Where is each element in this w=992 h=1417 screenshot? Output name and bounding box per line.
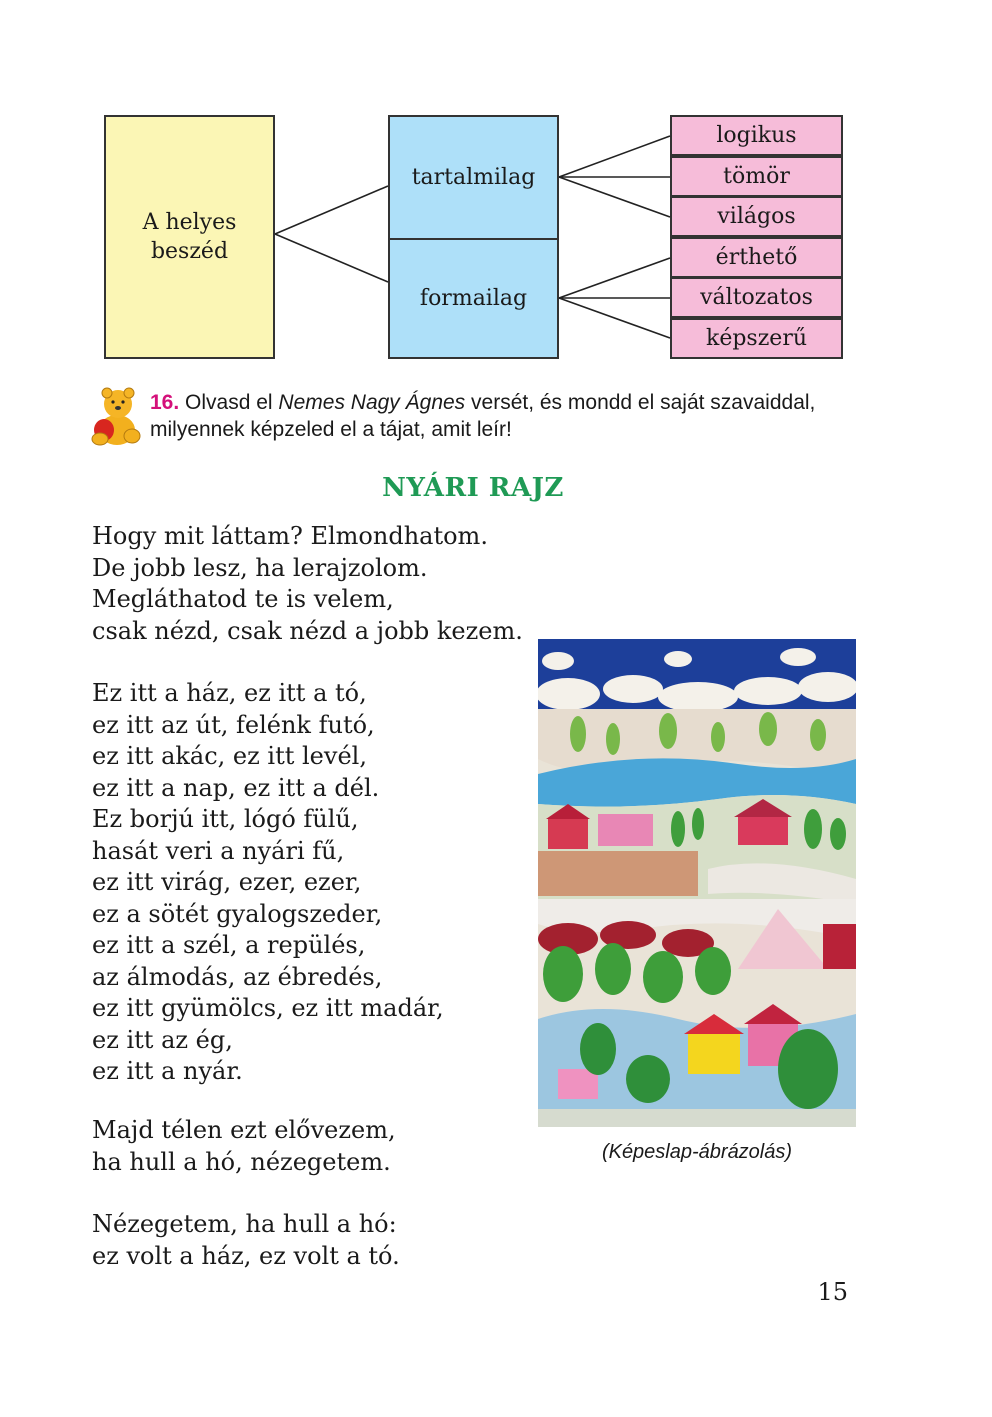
poem-line: csak nézd, csak nézd a jobb kezem. (92, 616, 523, 645)
poem-line: De jobb lesz, ha lerajzolom. (92, 553, 428, 582)
task-instruction (150, 389, 870, 443)
branch-label-formailag: formailag (419, 286, 528, 311)
poem-line: Ez itt a ház, ez itt a tó, (92, 679, 367, 707)
poem-line: ez itt a nap, ez itt a dél. (92, 773, 380, 802)
poem-line: az álmodás, az ébredés, (92, 962, 383, 991)
poem-line: Ez borjú itt, lógó fülű, (92, 805, 359, 833)
poem-line: ez itt az út, felénk futó, (92, 710, 375, 739)
illustration-caption: (Képeslap-ábrázolás) (601, 1141, 793, 1163)
task-text-before: Olvasd el (179, 391, 279, 414)
task-text-after: versét, és mondd el saját szavaiddal, milyennek képzeled el a tájat, amit leír! (150, 391, 816, 441)
poem-line: ez itt a szél, a repülés, (92, 931, 366, 959)
branch-label-tartalmilag: tartalmilag (411, 165, 536, 190)
poem-title: NYÁRI RAJZ (382, 473, 564, 503)
bear-icon (88, 384, 146, 448)
poem-line: Hogy mit láttam? Elmondhatom. (92, 522, 488, 550)
poem-line: hasát veri a nyári fű, (92, 836, 345, 865)
leaf-label: tömör (723, 164, 790, 189)
poem-line: ez itt akác, ez itt levél, (92, 742, 367, 770)
poem-line: ha hull a hó, nézegetem. (92, 1147, 391, 1176)
landscape-painting (538, 639, 856, 1127)
leaf-label: logikus (716, 123, 797, 148)
poem-line: ez volt a ház, ez volt a tó. (92, 1241, 400, 1270)
poem-line: ez itt az ég, (92, 1025, 233, 1054)
poem-stanza (92, 521, 523, 647)
leaf-label: világos (717, 204, 796, 229)
poem-line: Megláthatod te is velem, (92, 585, 394, 613)
poem-line: Nézegetem, ha hull a hó: (92, 1210, 397, 1238)
poem-stanza (92, 1209, 400, 1272)
poem-line: ez itt virág, ezer, ezer, (92, 868, 362, 896)
diagram-connectors (0, 0, 992, 400)
task-author: Nemes Nagy Ágnes (278, 391, 466, 414)
page-number: 15 (817, 1278, 848, 1306)
diagram-root-label: A helyes beszéd (142, 210, 237, 264)
poem-line: ez itt gyümölcs, ez itt madár, (92, 994, 444, 1022)
poem-line: Majd télen ezt elővezem, (92, 1116, 396, 1144)
leaf-label: érthető (715, 245, 798, 270)
poem-stanza (92, 678, 444, 1088)
leaf-label: képszerű (705, 326, 808, 351)
poem-stanza (92, 1115, 396, 1178)
leaf-label: változatos (700, 285, 813, 310)
task-number: 16. (150, 391, 180, 414)
poem-line: ez a sötét gyalogszeder, (92, 899, 383, 928)
poem-line: ez itt a nyár. (92, 1057, 243, 1085)
